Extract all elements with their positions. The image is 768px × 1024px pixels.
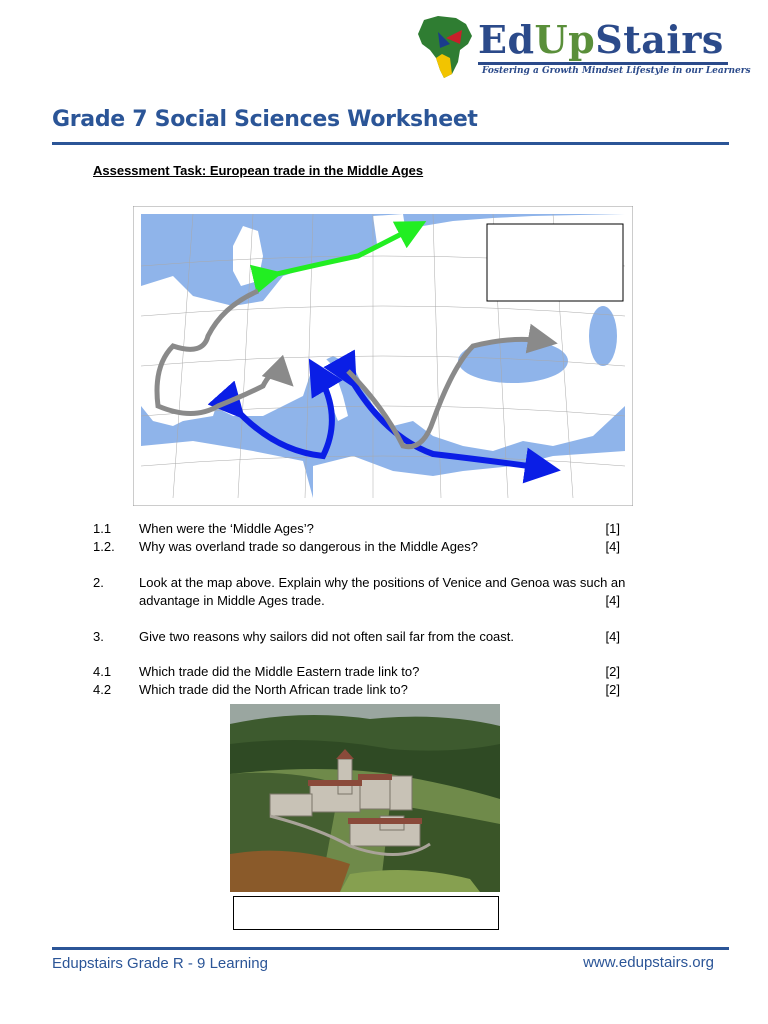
question-marks-4-1: [2]	[605, 664, 620, 679]
title-divider	[52, 142, 729, 145]
task-heading: Assessment Task: European trade in the Middle Ages	[93, 163, 424, 178]
question-marks-2: [4]	[605, 593, 620, 608]
footer-website-link[interactable]: www.edupstairs.org	[583, 954, 714, 971]
brand-tagline: Fostering a Growth Mindset Lifestyle in our Learners	[482, 66, 751, 76]
castle-aerial-photo	[230, 704, 500, 892]
question-number-2: 2.	[93, 575, 104, 590]
question-text-1-2: Why was overland trade so dangerous in the Middle Ages?	[139, 539, 478, 554]
question-marks-1-2: [4]	[605, 539, 620, 554]
brand-name-part1: Ed	[478, 17, 535, 62]
question-marks-4-2: [2]	[605, 682, 620, 697]
question-number-1-2: 1.2.	[93, 539, 115, 554]
brand-underline	[478, 62, 728, 65]
footer-left-text: Edupstairs Grade R - 9 Learning	[52, 955, 268, 972]
brand-name-part3: Stairs	[595, 17, 724, 62]
question-number-3: 3.	[93, 629, 104, 644]
question-text-4-2: Which trade did the North African trade link to?	[139, 682, 408, 697]
question-text-2-line2: advantage in Middle Ages trade.	[139, 593, 325, 608]
question-text-2: Look at the map above. Explain why the positions of Venice and Genoa was such an	[139, 575, 626, 590]
page-title: Grade 7 Social Sciences Worksheet	[52, 107, 478, 132]
question-text-1-1: When were the ‘Middle Ages’?	[139, 521, 314, 536]
question-number-4-2: 4.2	[93, 682, 112, 697]
caption-answer-box[interactable]	[233, 896, 499, 930]
brand-wordmark	[478, 18, 724, 62]
europe-trade-routes-map	[133, 206, 633, 506]
question-marks-3: [4]	[605, 629, 620, 644]
question-text-3: Give two reasons why sailors did not often sail far from the coast.	[139, 629, 515, 644]
footer-divider	[52, 947, 729, 950]
brand-name-part2: Up	[534, 17, 596, 62]
question-marks-1-1: [1]	[605, 521, 620, 536]
question-number-4-1: 4.1	[93, 664, 112, 679]
question-text-4-1: Which trade did the Middle Eastern trade link to?	[139, 664, 420, 679]
question-number-1-1: 1.1	[93, 521, 112, 536]
